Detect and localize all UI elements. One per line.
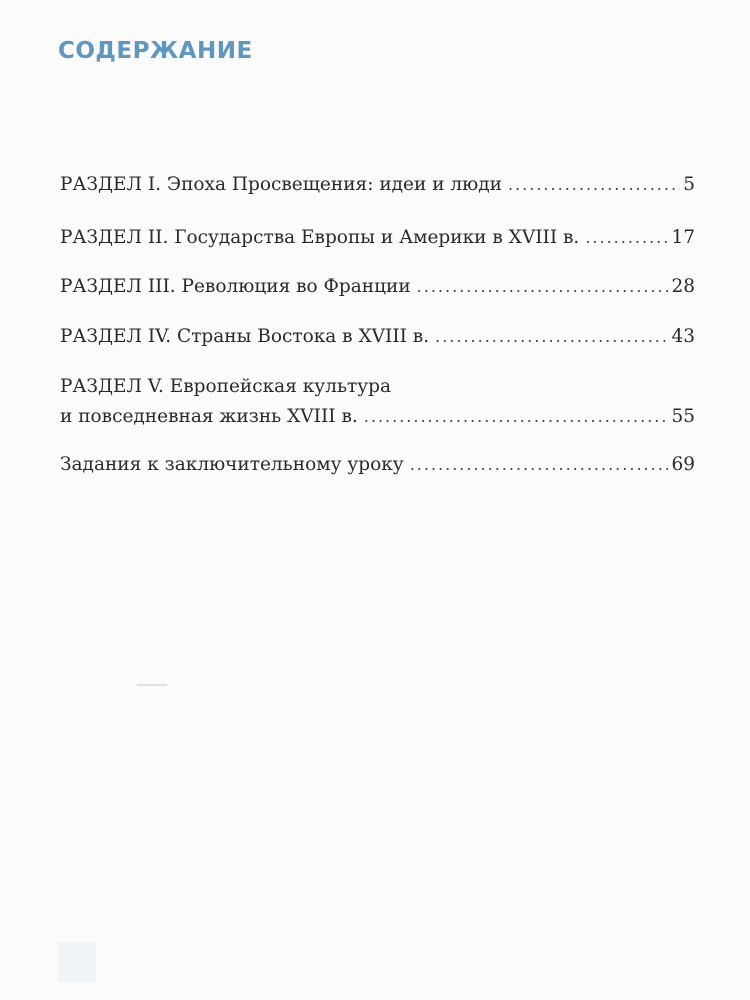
toc-entry-section-2	[60, 223, 695, 253]
faint-print-mark	[137, 684, 167, 686]
toc-entry-label: Задания к заключительному уроку	[60, 454, 404, 475]
page-title: СОДЕРЖАНИЕ	[58, 38, 253, 64]
dot-leader	[417, 272, 669, 302]
toc-entry-section-3	[60, 272, 695, 302]
toc-entry-label: РАЗДЕЛ I. Эпоха Просвещения: идеи и люди	[60, 174, 502, 195]
dot-leader	[410, 450, 669, 480]
dot-leader	[435, 322, 668, 352]
toc-entry-page: 43	[671, 326, 695, 347]
toc-entry-page: 69	[671, 454, 695, 475]
toc-entry-page: 5	[683, 174, 695, 195]
dot-leader	[585, 223, 668, 253]
toc-entry-label-line2: и повседневная жизнь XVIII в.	[60, 406, 358, 427]
toc-entry-label: РАЗДЕЛ III. Революция во Франции	[60, 276, 411, 297]
toc-entry-page: 17	[671, 227, 695, 248]
toc-entry-label-line1: РАЗДЕЛ V. Европейская культура	[60, 376, 392, 397]
toc-entry-section-5	[60, 372, 695, 432]
corner-tint	[58, 942, 96, 982]
toc-entry-page: 28	[671, 276, 695, 297]
dot-leader	[508, 170, 680, 200]
toc-entry-section-1	[60, 170, 695, 200]
toc-entry-section-4	[60, 322, 695, 352]
toc-entry-label: РАЗДЕЛ II. Государства Европы и Америки в XVIII в.	[60, 227, 580, 248]
dot-leader	[364, 402, 669, 432]
toc-entry-label: РАЗДЕЛ IV. Страны Востока в XVIII в.	[60, 326, 430, 347]
toc-entry-final-tasks	[60, 450, 695, 480]
toc-entry-page: 55	[671, 406, 695, 427]
